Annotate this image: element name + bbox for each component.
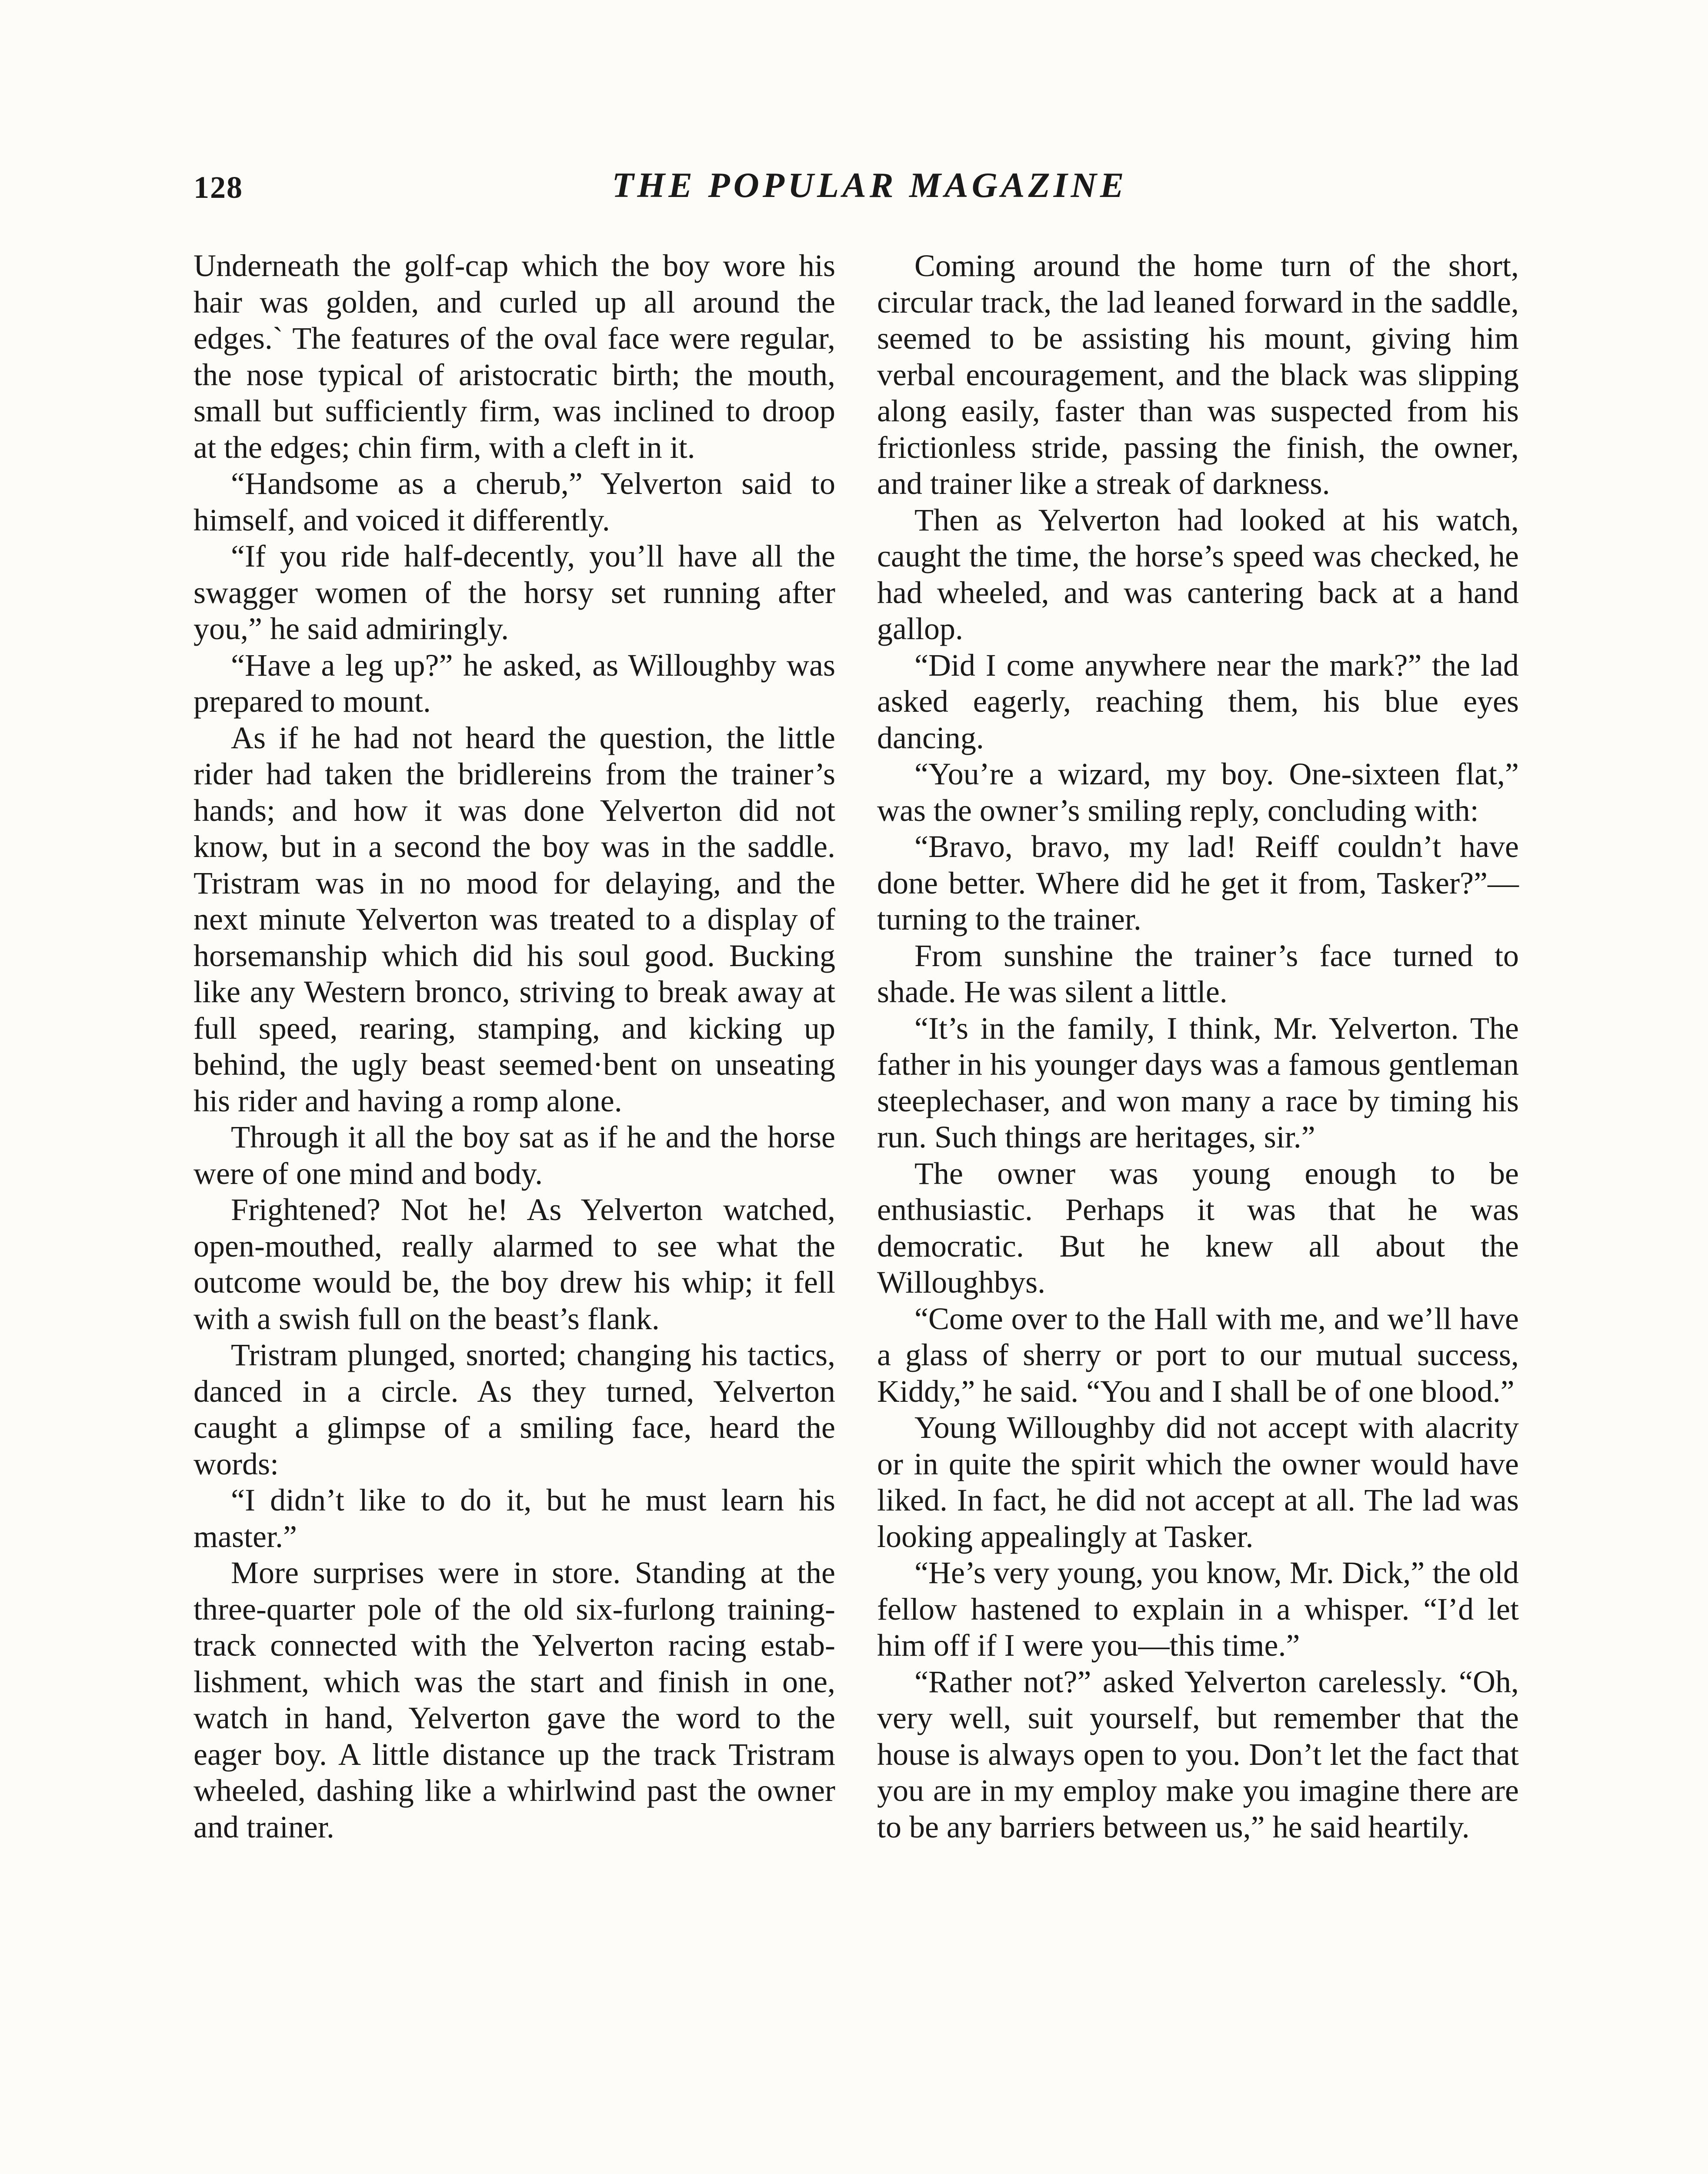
- paragraph: “It’s in the family, I think, Mr. Yelverton. The father in his younger days was a famous gentleman steeplechaser, and won many a race by timing his run. Such things are heritages, sir.”: [877, 1010, 1519, 1154]
- paragraph: Through it all the boy sat as if he and the horse were of one mind and body.: [193, 1120, 835, 1191]
- paragraph: “Come over to the Hall with me, and we’ll have a glass of sherry or port to our mutual success, Kiddy,” he said. “You and I shall be of one blood.”: [877, 1301, 1519, 1409]
- left-column: [193, 248, 835, 1845]
- paragraph: “Have a leg up?” he asked, as Willoughby was prepared to mount.: [193, 647, 835, 719]
- paragraph: More surprises were in store. Standing at the three-quarter pole of the old six-furlong training-track connected with the Yelverton racing establishment, which was the start and finish in one, watch in hand, Yelverton gave the word to the eager boy. A little distance up the track Tristram wheeled, dashing like a whirlwind past the owner and trainer.: [193, 1555, 835, 1844]
- paragraph: “Did I come anywhere near the mark?” the lad asked eagerly, reaching them, his blue eyes dancing.: [877, 647, 1519, 755]
- paragraph: Young Willoughby did not accept with alacrity or in quite the spirit which the owner would have liked. In fact, he did not accept at all. The lad was looking appealingly at Tasker.: [877, 1410, 1519, 1554]
- right-column: [877, 248, 1519, 1845]
- paragraph: “You’re a wizard, my boy. One-sixteen flat,” was the owner’s smiling reply, concluding with:: [877, 757, 1519, 828]
- paragraph: “I didn’t like to do it, but he must learn his master.”: [193, 1483, 835, 1554]
- page-number: 128: [193, 170, 243, 205]
- running-head: THE POPULAR MAGAZINE: [612, 165, 1128, 205]
- paragraph: From sunshine the trainer’s face turned to shade. He was silent a little.: [877, 938, 1519, 1009]
- paragraph: “Rather not?” asked Yelverton carelessly. “Oh, very well, suit yourself, but remember that the house is always open to you. Don’t let the fact that you are in my employ make you imagine there are to be any barriers between us,” he said heartily.: [877, 1664, 1519, 1844]
- paragraph: “Handsome as a cherub,” Yelverton said to himself, and voiced it differently.: [193, 466, 835, 537]
- paragraph: Underneath the golf-cap which the boy wore his hair was golden, and curled up all around the edges.` The features of the oval face were regular, the nose typical of aristocratic birth; the mouth, small but sufficiently firm, was inclined to droop at the edges; chin firm, with a cleft in it.: [193, 248, 835, 465]
- paragraph: “Bravo, bravo, my lad! Reiff couldn’t have done better. Where did he get it from, Tasker?”—turning to the trainer.: [877, 829, 1519, 937]
- paragraph: The owner was young enough to be enthusiastic. Perhaps it was that he was democratic. But he knew all about the Willoughbys.: [877, 1156, 1519, 1300]
- paragraph: “He’s very young, you know, Mr. Dick,” the old fellow hastened to explain in a whisper. “I’d let him off if I were you—this time.”: [877, 1555, 1519, 1663]
- paragraph: Coming around the home turn of the short, circular track, the lad leaned forward in the saddle, seemed to be assisting his mount, giving him verbal encouragement, and the black was slipping along easily, faster than was suspected from his frictionless stride, passing the finish, the owner, and trainer like a streak of darkness.: [877, 248, 1519, 501]
- paragraph: Frightened? Not he! As Yelverton watched, open-mouthed, really alarmed to see what the outcome would be, the boy drew his whip; it fell with a swish full on the beast’s flank.: [193, 1192, 835, 1336]
- paragraph: Tristram plunged, snorted; changing his tactics, danced in a circle. As they turned, Yelverton caught a glimpse of a smiling face, heard the words:: [193, 1337, 835, 1481]
- paragraph: “If you ride half-decently, you’ll have all the swagger women of the horsy set running after you,” he said admiringly.: [193, 539, 835, 646]
- paragraph: Then as Yelverton had looked at his watch, caught the time, the horse’s speed was checked, he had wheeled, and was cantering back at a hand gallop.: [877, 502, 1519, 646]
- paragraph: As if he had not heard the question, the little rider had taken the bridlereins from the trainer’s hands; and how it was done Yelverton did not know, but in a second the boy was in the saddle. Tristram was in no mood for delaying, and the next minute Yelverton was treated to a display of horsemanship which did his soul good. Bucking like any Western bronco, striving to break away at full speed, rearing, stamping, and kicking up behind, the ugly beast seemed·bent on unseating his rider and having a romp alone.: [193, 720, 835, 1118]
